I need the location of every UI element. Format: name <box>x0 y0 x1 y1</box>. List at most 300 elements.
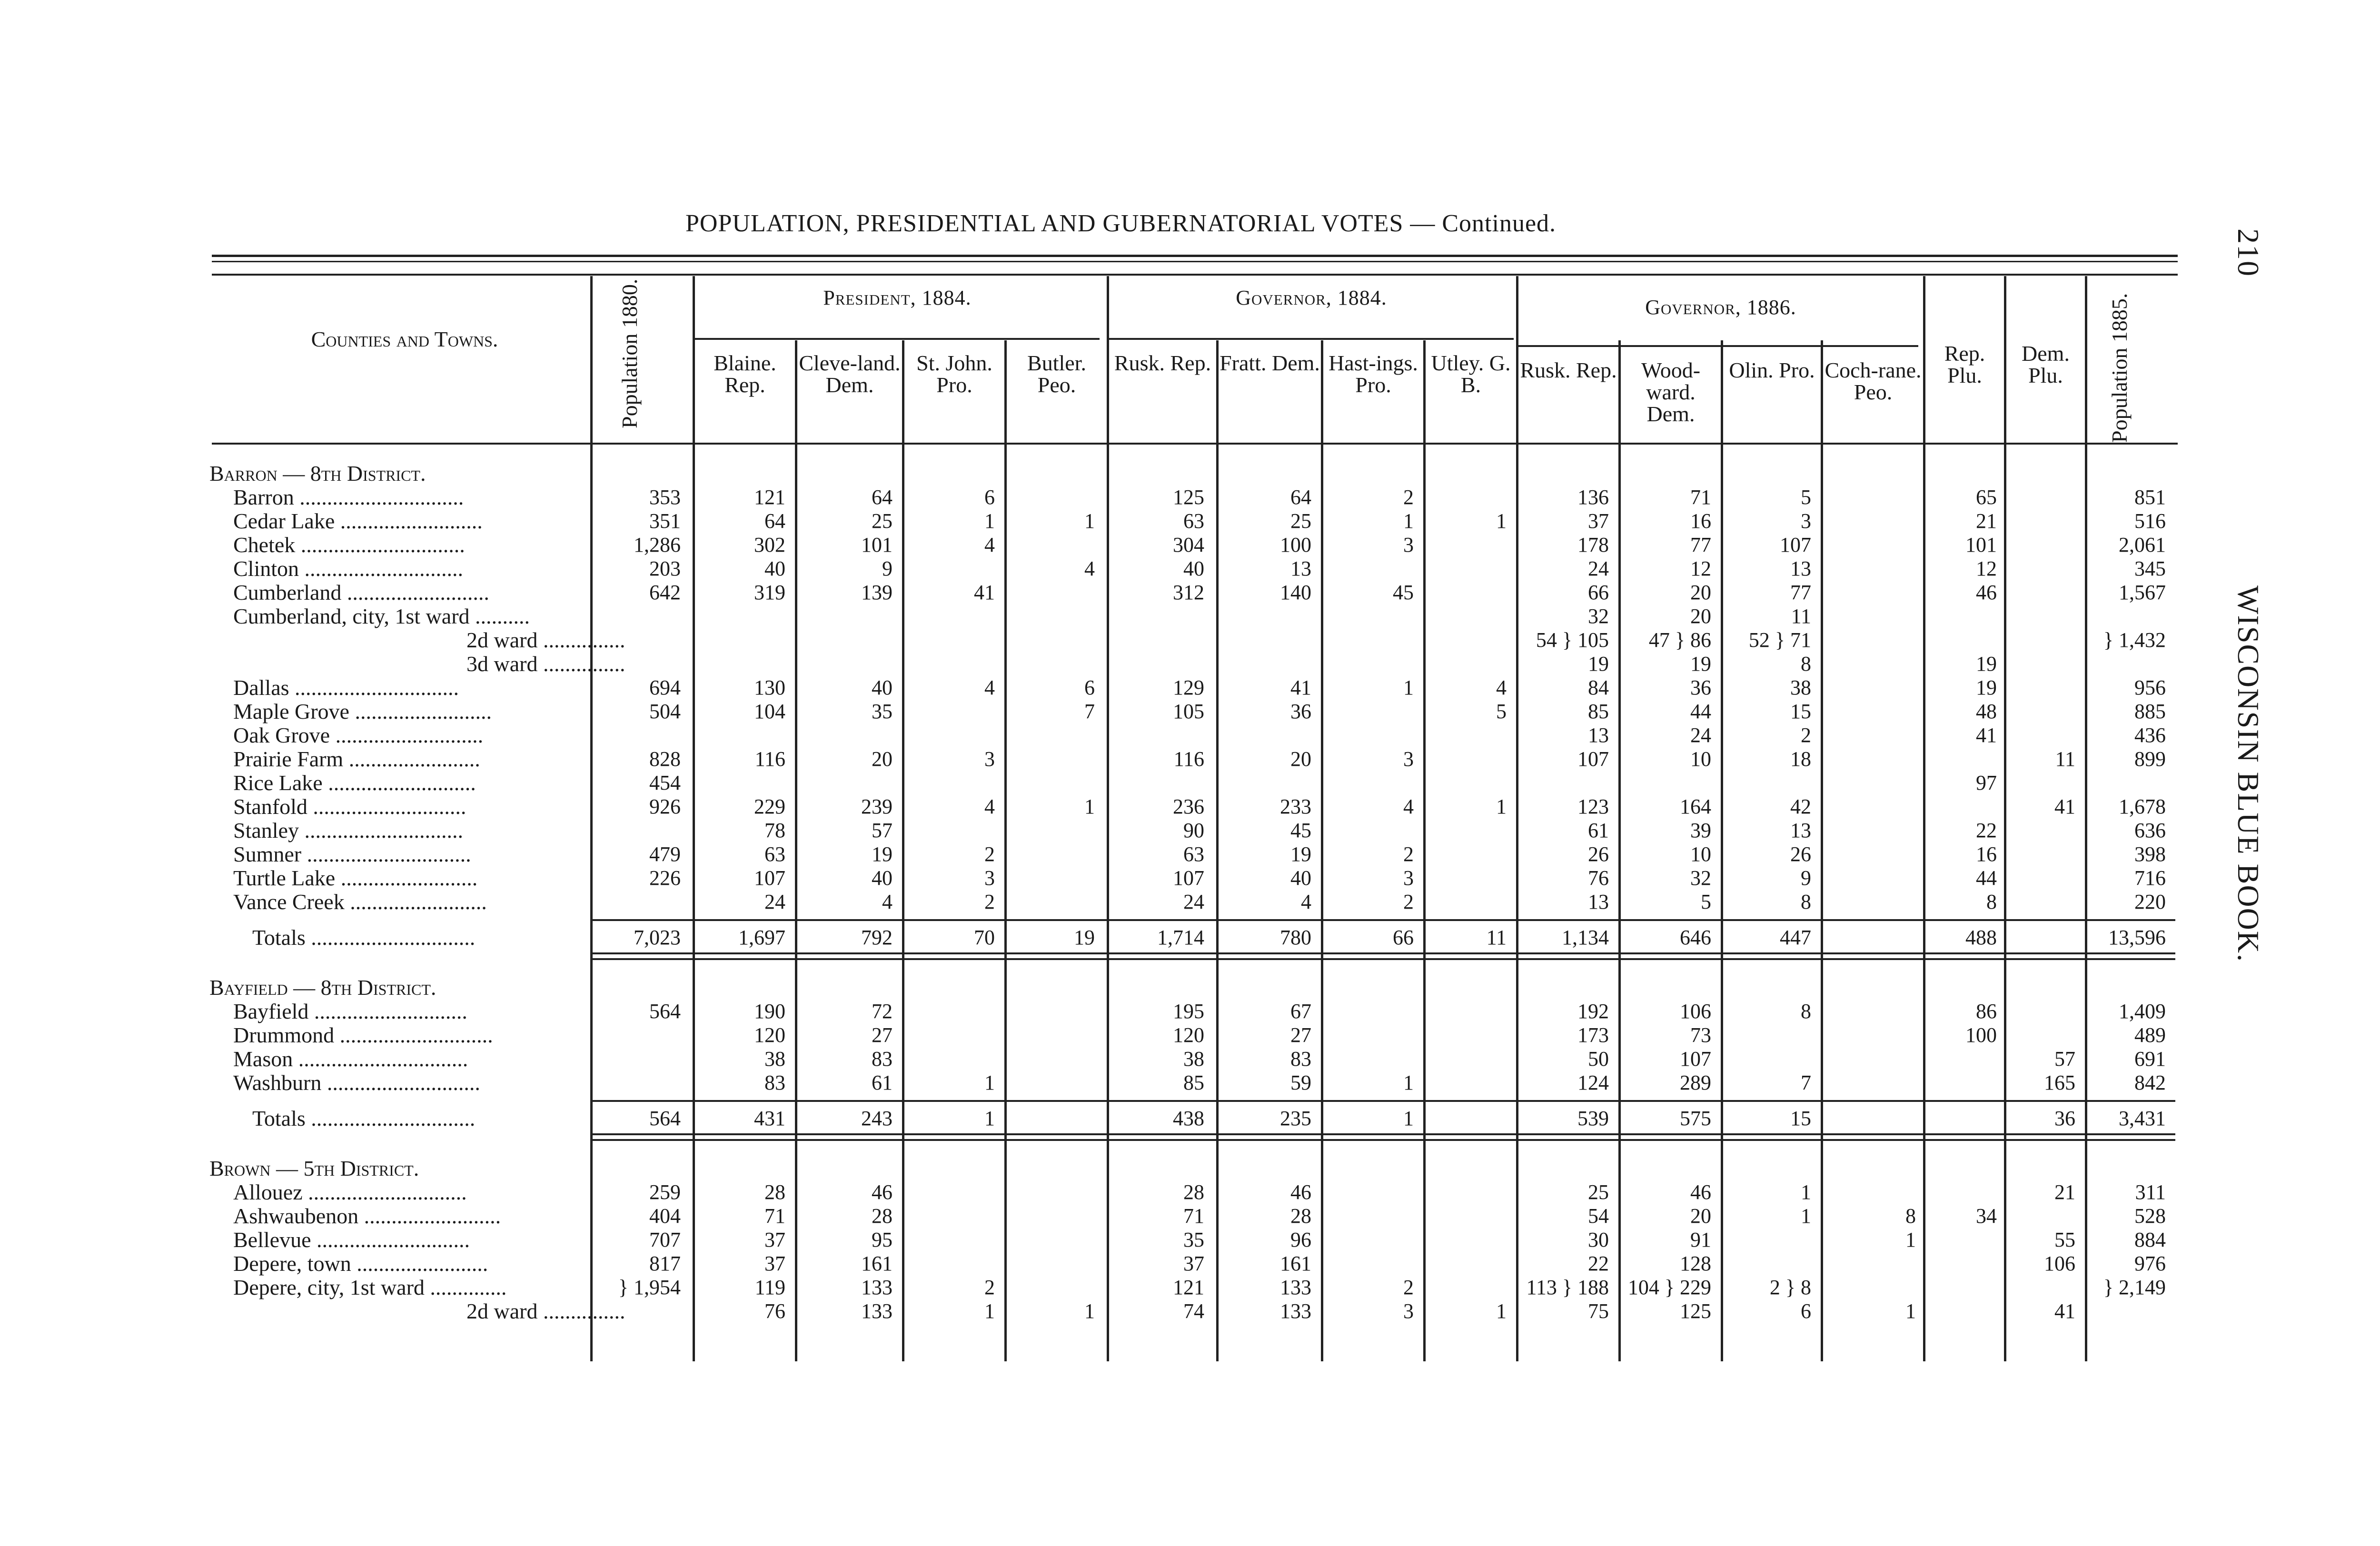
table-cell: 139 <box>861 581 892 604</box>
table-cell: 164 <box>1680 795 1711 818</box>
table-cell: 46 <box>1290 1180 1311 1204</box>
governor-1884-group-rule <box>1109 338 1514 340</box>
table-cell: 35 <box>1183 1228 1204 1251</box>
table-cell: 1,678 <box>2119 795 2166 818</box>
totals-bottom-rule-2 <box>590 1139 2175 1141</box>
table-cell: 1 <box>984 1107 995 1130</box>
table-cell: 4 <box>984 676 995 699</box>
table-cell: 6 <box>1801 1299 1811 1323</box>
table-cell: 431 <box>754 1107 785 1130</box>
town-name: Stanfold ............................ <box>233 794 466 819</box>
table-cell: 8 <box>1801 652 1811 675</box>
table-cell: 104 <box>754 700 785 723</box>
table-cell: 54 } 105 <box>1536 628 1609 652</box>
table-cell: 956 <box>2134 676 2166 699</box>
table-cell: 46 <box>872 1180 892 1204</box>
table-cell: 15 <box>1790 1107 1811 1130</box>
table-cell: 26 <box>1790 842 1811 866</box>
governor-1886-header: Governor, 1886. <box>1645 296 1796 319</box>
table-cell: 851 <box>2134 486 2166 509</box>
table-cell: 16 <box>1690 509 1711 533</box>
table-cell: 32 <box>1588 605 1609 628</box>
town-name: Stanley ............................. <box>233 818 463 842</box>
totals-bottom-rule <box>590 952 2175 954</box>
table-cell: 302 <box>754 533 785 556</box>
table-cell: 77 <box>1790 581 1811 604</box>
table-cell: 78 <box>764 819 785 842</box>
table-cell: 24 <box>764 890 785 913</box>
town-name: Rice Lake ........................... <box>233 771 476 795</box>
table-cell: 40 <box>1183 557 1204 580</box>
column-header: Butler. Peo. <box>1027 351 1086 397</box>
column-header: Rusk. Rep. <box>1520 358 1617 382</box>
table-cell: 289 <box>1680 1071 1711 1094</box>
table-cell: 37 <box>764 1252 785 1275</box>
table-cell: 77 <box>1690 533 1711 556</box>
table-cell: 19 <box>1074 926 1095 949</box>
table-cell: 636 <box>2134 819 2166 842</box>
table-cell: 2 } 8 <box>1769 1276 1811 1299</box>
table-cell: 38 <box>764 1047 785 1070</box>
table-cell: 116 <box>754 747 785 771</box>
table-cell: 1 <box>984 1071 995 1094</box>
table-caption: POPULATION, PRESIDENTIAL AND GUBERNATORIAL VOTES — Continued. <box>685 210 1557 237</box>
table-cell: 479 <box>649 842 681 866</box>
table-cell: 41 <box>1290 676 1311 699</box>
table-cell: 18 <box>1790 747 1811 771</box>
table-cell: 6 <box>984 486 995 509</box>
totals-bottom-rule <box>590 1133 2175 1135</box>
town-name: Maple Grove ......................... <box>233 699 492 723</box>
table-cell: 195 <box>1173 1000 1204 1023</box>
table-cell: 178 <box>1577 533 1609 556</box>
table-cell: 9 <box>882 557 892 580</box>
table-cell: 528 <box>2134 1204 2166 1228</box>
table-cell: 37 <box>764 1228 785 1251</box>
table-cell: 119 <box>754 1276 785 1299</box>
table-cell: 20 <box>872 747 892 771</box>
table-cell: 101 <box>861 533 892 556</box>
table-cell: 140 <box>1280 581 1311 604</box>
counties-header: Counties and Towns. <box>311 327 498 351</box>
table-cell: 66 <box>1588 581 1609 604</box>
table-cell: 233 <box>1280 795 1311 818</box>
table-cell: 1,567 <box>2119 581 2166 604</box>
table-cell: 41 <box>974 581 995 604</box>
section-heading: Brown — 5th District. <box>209 1156 419 1180</box>
table-cell: 45 <box>1290 819 1311 842</box>
table-cell: 4 <box>984 795 995 818</box>
town-name: Cumberland .......................... <box>233 580 489 605</box>
table-cell: 74 <box>1183 1299 1204 1323</box>
table-cell: 564 <box>649 1107 681 1130</box>
table-cell: 75 <box>1588 1299 1609 1323</box>
table-cell: } 1,954 <box>618 1276 681 1299</box>
town-name: Drummond ............................ <box>233 1023 493 1047</box>
table-cell: 539 <box>1577 1107 1609 1130</box>
table-cell: 173 <box>1577 1023 1609 1047</box>
table-cell: 40 <box>872 866 892 890</box>
table-cell: 36 <box>1290 700 1311 723</box>
table-cell: 304 <box>1173 533 1204 556</box>
table-cell: 40 <box>764 557 785 580</box>
table-cell: 203 <box>649 557 681 580</box>
column-header: Coch-rane. Peo. <box>1825 358 1922 404</box>
table-cell: 1 <box>1905 1228 1916 1251</box>
town-name: Dallas .............................. <box>233 675 459 700</box>
table-cell: 63 <box>1183 842 1204 866</box>
table-cell: 161 <box>1280 1252 1311 1275</box>
column-rule <box>1004 340 1007 1361</box>
table-cell: 61 <box>872 1071 892 1094</box>
page-number: 210 <box>2231 228 2265 277</box>
table-cell: 40 <box>872 676 892 699</box>
governor-1886-group-rule <box>1518 345 1918 347</box>
table-cell: 642 <box>649 581 681 604</box>
table-cell: 5 <box>1496 700 1507 723</box>
table-cell: 8 <box>1801 1000 1811 1023</box>
table-cell: 10 <box>1690 747 1711 771</box>
table-cell: 25 <box>1588 1180 1609 1204</box>
table-cell: 3,431 <box>2119 1107 2166 1130</box>
president-group-rule <box>695 338 1100 340</box>
table-cell: 107 <box>754 866 785 890</box>
table-cell: 488 <box>1965 926 1997 949</box>
town-name: Bayfield ............................ <box>233 999 467 1023</box>
table-cell: 47 } 86 <box>1648 628 1711 652</box>
town-name: Ashwaubenon ......................... <box>233 1204 501 1228</box>
table-cell: 83 <box>764 1071 785 1094</box>
table-cell: 124 <box>1577 1071 1609 1094</box>
table-cell: 107 <box>1780 533 1811 556</box>
table-cell: 105 <box>1173 700 1204 723</box>
table-cell: 1 <box>1905 1299 1916 1323</box>
table-cell: 15 <box>1790 700 1811 723</box>
table-cell: 780 <box>1280 926 1311 949</box>
totals-top-rule <box>590 919 2175 921</box>
table-cell: 10 <box>1690 842 1711 866</box>
table-cell: 44 <box>1976 866 1997 890</box>
table-cell: 4 <box>882 890 892 913</box>
column-header: Blaine. Rep. <box>714 351 776 397</box>
table-cell: 37 <box>1183 1252 1204 1275</box>
table-cell: 35 <box>872 700 892 723</box>
table-cell: 5 <box>1801 486 1811 509</box>
table-cell: 3 <box>1801 509 1811 533</box>
table-cell: 13 <box>1588 723 1609 747</box>
table-cell: 133 <box>1280 1276 1311 1299</box>
town-name: Sumner .............................. <box>233 842 471 866</box>
table-cell: 3 <box>1403 1299 1414 1323</box>
table-cell: 6 <box>1084 676 1095 699</box>
table-cell: 76 <box>764 1299 785 1323</box>
table-cell: 41 <box>2054 795 2075 818</box>
table-cell: 1 <box>1403 1071 1414 1094</box>
table-cell: 71 <box>1690 486 1711 509</box>
table-cell: 3 <box>984 747 995 771</box>
table-cell: 4 <box>1496 676 1507 699</box>
table-cell: 438 <box>1173 1107 1204 1130</box>
town-name: Barron .............................. <box>233 485 464 509</box>
table-cell: 11 <box>1486 926 1507 949</box>
town-name: Depere, city, 1st ward .............. <box>233 1275 507 1299</box>
table-cell: 2 <box>984 842 995 866</box>
table-cell: 2 <box>984 890 995 913</box>
table-cell: 792 <box>861 926 892 949</box>
table-cell: 91 <box>1690 1228 1711 1251</box>
table-cell: 1 <box>984 509 995 533</box>
column-header: Dem. Plu. <box>2022 341 2070 387</box>
column-header: St. John. Pro. <box>916 351 992 397</box>
table-cell: 575 <box>1680 1107 1711 1130</box>
table-cell: 107 <box>1173 866 1204 890</box>
table-cell: 28 <box>1290 1204 1311 1228</box>
table-cell: 243 <box>861 1107 892 1130</box>
table-cell: 116 <box>1173 747 1204 771</box>
table-cell: 32 <box>1690 866 1711 890</box>
table-cell: 21 <box>1976 509 1997 533</box>
table-cell: 926 <box>649 795 681 818</box>
table-cell: 101 <box>1965 533 1997 556</box>
table-cell: 165 <box>2044 1071 2075 1094</box>
column-header: Utley. G. B. <box>1431 351 1511 397</box>
table-cell: 28 <box>872 1204 892 1228</box>
table-cell: 45 <box>1393 581 1414 604</box>
table-cell: 9 <box>1801 866 1811 890</box>
table-cell: 11 <box>1791 605 1811 628</box>
table-cell: 55 <box>2054 1228 2075 1251</box>
town-name: Bellevue ............................ <box>233 1228 470 1252</box>
table-cell: 38 <box>1790 676 1811 699</box>
table-cell: 57 <box>2054 1047 2075 1070</box>
column-header: Wood-ward. Dem. <box>1641 358 1701 426</box>
table-cell: 106 <box>2044 1252 2075 1275</box>
population-1885-header: Population 1885. <box>2107 293 2132 443</box>
table-cell: 2 <box>984 1276 995 1299</box>
table-cell: 70 <box>974 926 995 949</box>
town-name: Allouez ............................. <box>233 1180 467 1204</box>
table-cell: 447 <box>1780 926 1811 949</box>
table-cell: 121 <box>1173 1276 1204 1299</box>
table-cell: 489 <box>2134 1023 2166 1047</box>
table-cell: 11 <box>2055 747 2075 771</box>
table-cell: 21 <box>2054 1180 2075 1204</box>
table-cell: 1 <box>984 1299 995 1323</box>
table-cell: 12 <box>1976 557 1997 580</box>
table-cell: 130 <box>754 676 785 699</box>
totals-top-rule <box>590 1100 2175 1102</box>
table-cell: 24 <box>1588 557 1609 580</box>
table-cell: 3 <box>1403 747 1414 771</box>
table-cell: 25 <box>1290 509 1311 533</box>
table-cell: 976 <box>2134 1252 2166 1275</box>
table-cell: 64 <box>764 509 785 533</box>
table-cell: 4 <box>1084 557 1095 580</box>
column-header: Hast-ings. Pro. <box>1329 351 1418 397</box>
table-cell: 57 <box>872 819 892 842</box>
totals-label: Totals .............................. <box>252 1106 476 1130</box>
town-name: Cumberland, city, 1st ward .......... <box>233 604 530 628</box>
running-head: WISCONSIN BLUE BOOK. <box>2231 585 2265 962</box>
table-cell: 72 <box>872 1000 892 1023</box>
column-rule <box>1423 340 1426 1361</box>
table-cell: 34 <box>1976 1204 1997 1228</box>
column-header: Fratt. Dem. <box>1220 351 1320 375</box>
table-cell: 884 <box>2134 1228 2166 1251</box>
table-cell: 190 <box>754 1000 785 1023</box>
table-cell: 694 <box>649 676 681 699</box>
table-cell: 59 <box>1290 1071 1311 1094</box>
top-rule <box>212 255 2178 257</box>
table-cell: 95 <box>872 1228 892 1251</box>
table-cell: 192 <box>1577 1000 1609 1023</box>
table-cell: 13 <box>1790 819 1811 842</box>
table-cell: 2 <box>1403 842 1414 866</box>
table-cell: 121 <box>754 486 785 509</box>
table-cell: 4 <box>1403 795 1414 818</box>
table-cell: 40 <box>1290 866 1311 890</box>
table-cell: 120 <box>1173 1023 1204 1047</box>
table-cell: 1 <box>1084 509 1095 533</box>
table-cell: 2 <box>1403 1276 1414 1299</box>
table-cell: 41 <box>1976 723 1997 747</box>
town-name: Turtle Lake ......................... <box>233 866 478 890</box>
table-cell: 76 <box>1588 866 1609 890</box>
table-cell: 133 <box>861 1299 892 1323</box>
table-cell: 1 <box>1403 676 1414 699</box>
table-cell: 96 <box>1290 1228 1311 1251</box>
table-cell: 61 <box>1588 819 1609 842</box>
table-cell: 564 <box>649 1000 681 1023</box>
table-cell: 30 <box>1588 1228 1609 1251</box>
table-cell: 828 <box>649 747 681 771</box>
table-cell: 842 <box>2134 1071 2166 1094</box>
table-cell: 13 <box>1790 557 1811 580</box>
table-cell: 161 <box>861 1252 892 1275</box>
table-cell: 1 <box>1403 509 1414 533</box>
table-cell: 83 <box>1290 1047 1311 1070</box>
town-name: 2d ward ............... <box>466 628 625 652</box>
table-cell: 28 <box>1183 1180 1204 1204</box>
table-cell: 646 <box>1680 926 1711 949</box>
table-cell: 83 <box>872 1047 892 1070</box>
table-cell: 20 <box>1690 1204 1711 1228</box>
town-name: Prairie Farm ........................ <box>233 747 480 771</box>
table-cell: } 2,149 <box>2103 1276 2166 1299</box>
table-cell: 125 <box>1680 1299 1711 1323</box>
table-cell: 716 <box>2134 866 2166 890</box>
table-cell: 133 <box>1280 1299 1311 1323</box>
table-cell: 63 <box>1183 509 1204 533</box>
table-cell: 1,286 <box>634 533 681 556</box>
table-cell: 19 <box>1976 652 1997 675</box>
table-cell: 7 <box>1084 700 1095 723</box>
table-cell: 50 <box>1588 1047 1609 1070</box>
town-name: Chetek .............................. <box>233 533 465 557</box>
table-cell: 19 <box>872 842 892 866</box>
table-cell: 128 <box>1680 1252 1711 1275</box>
table-cell: 13 <box>1290 557 1311 580</box>
table-cell: 312 <box>1173 581 1204 604</box>
totals-bottom-rule-2 <box>590 958 2175 960</box>
table-cell: 113 } 188 <box>1526 1276 1609 1299</box>
town-name: 3d ward ............... <box>466 652 625 676</box>
table-cell: 16 <box>1976 842 1997 866</box>
table-cell: 84 <box>1588 676 1609 699</box>
table-cell: } 1,432 <box>2103 628 2166 652</box>
table-cell: 52 } 71 <box>1748 628 1811 652</box>
table-cell: 42 <box>1790 795 1811 818</box>
table-cell: 36 <box>1690 676 1711 699</box>
table-cell: 7 <box>1801 1071 1811 1094</box>
table-cell: 19 <box>1690 652 1711 675</box>
table-cell: 2 <box>1403 890 1414 913</box>
table-cell: 239 <box>861 795 892 818</box>
table-cell: 28 <box>764 1180 785 1204</box>
table-cell: 4 <box>984 533 995 556</box>
table-cell: 3 <box>1403 866 1414 890</box>
table-cell: 19 <box>1588 652 1609 675</box>
table-cell: 41 <box>2054 1299 2075 1323</box>
table-cell: 27 <box>872 1023 892 1047</box>
header-bottom-rule <box>212 443 2178 445</box>
table-cell: 8 <box>1801 890 1811 913</box>
table-cell: 20 <box>1690 605 1711 628</box>
table-cell: 106 <box>1680 1000 1711 1023</box>
column-header: Rep. Plu. <box>1944 341 1985 387</box>
table-cell: 691 <box>2134 1047 2166 1070</box>
section-heading: Barron — 8th District. <box>209 461 426 486</box>
column-header: Rusk. Rep. <box>1114 351 1211 375</box>
table-cell: 226 <box>649 866 681 890</box>
table-cell: 133 <box>861 1276 892 1299</box>
table-cell: 817 <box>649 1252 681 1275</box>
table-cell: 2,061 <box>2119 533 2166 556</box>
table-cell: 2 <box>1801 723 1811 747</box>
table-cell: 3 <box>984 866 995 890</box>
town-name: Cedar Lake .......................... <box>233 509 483 533</box>
table-cell: 19 <box>1976 676 1997 699</box>
table-cell: 63 <box>764 842 785 866</box>
table-cell: 123 <box>1577 795 1609 818</box>
table-cell: 27 <box>1290 1023 1311 1047</box>
president-1884-header: President, 1884. <box>823 286 972 309</box>
table-cell: 24 <box>1183 890 1204 913</box>
table-cell: 1 <box>1496 795 1507 818</box>
table-cell: 220 <box>2134 890 2166 913</box>
table-cell: 73 <box>1690 1023 1711 1047</box>
table-cell: 37 <box>1588 509 1609 533</box>
table-cell: 97 <box>1976 771 1997 794</box>
table-cell: 54 <box>1588 1204 1609 1228</box>
table-cell: 353 <box>649 486 681 509</box>
table-cell: 1 <box>1403 1107 1414 1130</box>
header-top-rule <box>212 274 2178 276</box>
town-name: Oak Grove ........................... <box>233 723 484 747</box>
table-cell: 235 <box>1280 1107 1311 1130</box>
table-cell: 20 <box>1290 747 1311 771</box>
table-cell: 398 <box>2134 842 2166 866</box>
table-cell: 36 <box>2054 1107 2075 1130</box>
table-cell: 351 <box>649 509 681 533</box>
table-cell: 44 <box>1690 700 1711 723</box>
town-name: Vance Creek ......................... <box>233 890 487 914</box>
table-cell: 48 <box>1976 700 1997 723</box>
table-cell: 20 <box>1690 581 1711 604</box>
table-cell: 454 <box>649 771 681 794</box>
table-cell: 1 <box>1084 795 1095 818</box>
table-cell: 7,023 <box>634 926 681 949</box>
